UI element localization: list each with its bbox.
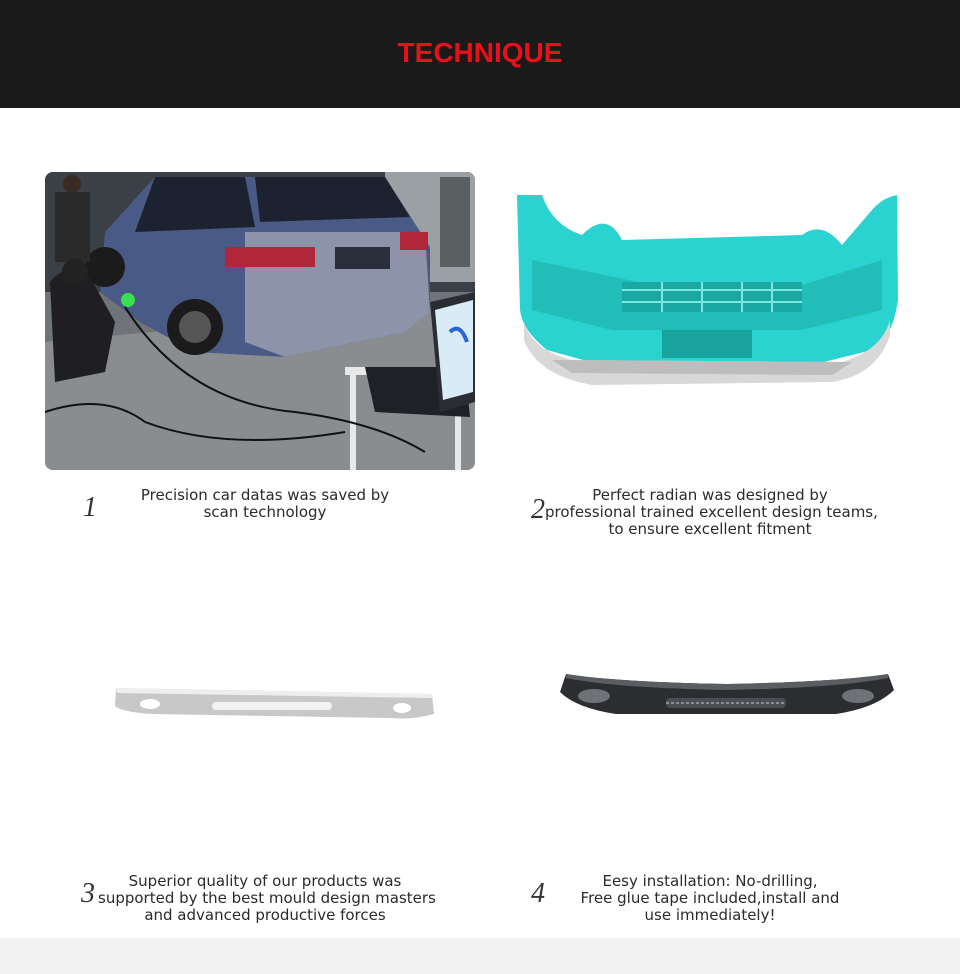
step-caption-1 bbox=[120, 487, 410, 521]
scan-photo bbox=[45, 172, 475, 470]
caption-line: use immediately! bbox=[644, 906, 776, 924]
teal-bumper-image bbox=[512, 190, 902, 390]
caption-line: Eesy installation: No-drilling, bbox=[602, 872, 818, 890]
caption-line: Free glue tape included,install and bbox=[580, 889, 840, 907]
step-caption-2 bbox=[545, 486, 878, 538]
header-banner bbox=[0, 0, 960, 108]
footer-band bbox=[0, 938, 960, 974]
step-number-4: 4 bbox=[531, 878, 545, 909]
caption-line: scan technology bbox=[203, 503, 327, 521]
step-number-1: 1 bbox=[83, 492, 97, 523]
caption-line: and advanced productive forces bbox=[144, 906, 386, 924]
caption-line: professional trained excellent design teams, bbox=[545, 503, 878, 521]
step-number-2: 2 bbox=[531, 494, 545, 525]
step-caption-3 bbox=[98, 872, 436, 924]
carbon-lip-image bbox=[556, 668, 898, 724]
step-caption-4 bbox=[570, 873, 850, 924]
gray-lip-image bbox=[112, 684, 437, 724]
caption-line: Superior quality of our products was bbox=[128, 872, 402, 890]
caption-line: to ensure excellent fitment bbox=[608, 520, 812, 538]
caption-line: supported by the best mould design masters bbox=[98, 889, 436, 907]
caption-line: Precision car datas was saved by bbox=[140, 486, 390, 504]
page-title: TECHNIQUE bbox=[397, 37, 563, 68]
caption-line: Perfect radian was designed by bbox=[592, 486, 828, 504]
step-number-3: 3 bbox=[81, 878, 95, 909]
